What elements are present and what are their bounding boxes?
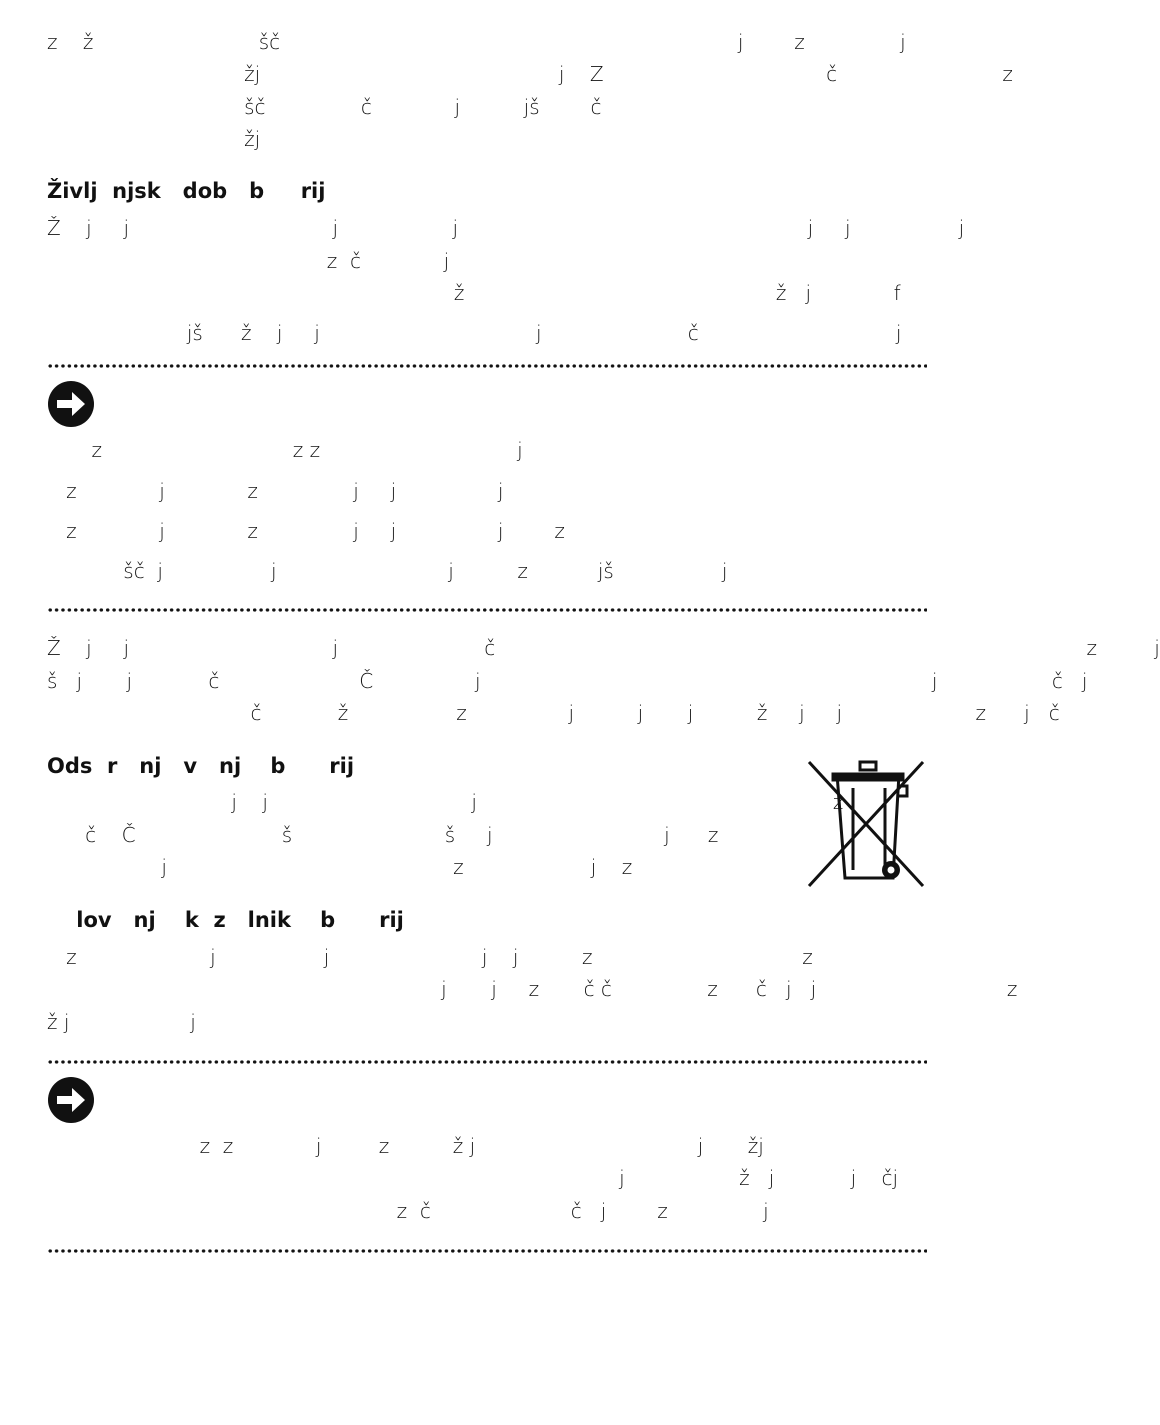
note-line: z j z j j j z [47,519,565,543]
paragraph-line: jš ž j j j č j [47,321,902,345]
paragraph-line: č Č š š j j z [47,823,719,847]
paragraph-line: Ž j j j j j j j [47,216,965,240]
section-heading-lifetime: Življ njsk dob b rij [47,179,326,203]
note-line: z č č j z j [47,1199,769,1223]
note-line: z j z j j j [47,479,504,503]
note-line: z z j z ž j j žj [47,1134,764,1158]
paragraph-line: šč č j jš č [47,95,602,119]
paragraph-line: žj j Z č z [47,62,1013,86]
note-line: šč j j j z jš j [47,559,728,583]
paragraph-line: ž j j [47,1010,196,1034]
crossed-out-wheelie-bin-icon [805,758,927,888]
paragraph-line: z ž šč j z j [47,30,906,54]
note-line: j ž j j čj [47,1166,899,1190]
paragraph-line: z j j j j z z [47,945,813,969]
paragraph-line: ž ž j f [47,281,901,305]
section-heading-remove: lov nj k z lnik b rij [47,908,404,932]
note-line: z z z j [47,438,523,462]
section-heading-disposal: Ods r nj v nj b rij [47,754,355,778]
paragraph-line: j j z č č z č j j z [47,977,1018,1001]
paragraph-line: š j j č Č j j č j [47,669,1088,693]
dotted-divider [47,1060,927,1064]
arrow-right-circle-icon [47,1076,95,1124]
dotted-divider [47,1249,927,1253]
arrow-right-circle-icon [47,380,95,428]
paragraph-line: č ž z j j j ž j j z j č [47,701,1060,725]
paragraph-line: žj [47,127,261,151]
dotted-divider [47,608,927,612]
dotted-divider [47,364,927,368]
paragraph-line: z č j [47,249,450,273]
paragraph-line: j j j z [47,790,844,814]
paragraph-line: j z j z [47,855,633,879]
paragraph-line: Ž j j j č z j [47,636,1160,660]
